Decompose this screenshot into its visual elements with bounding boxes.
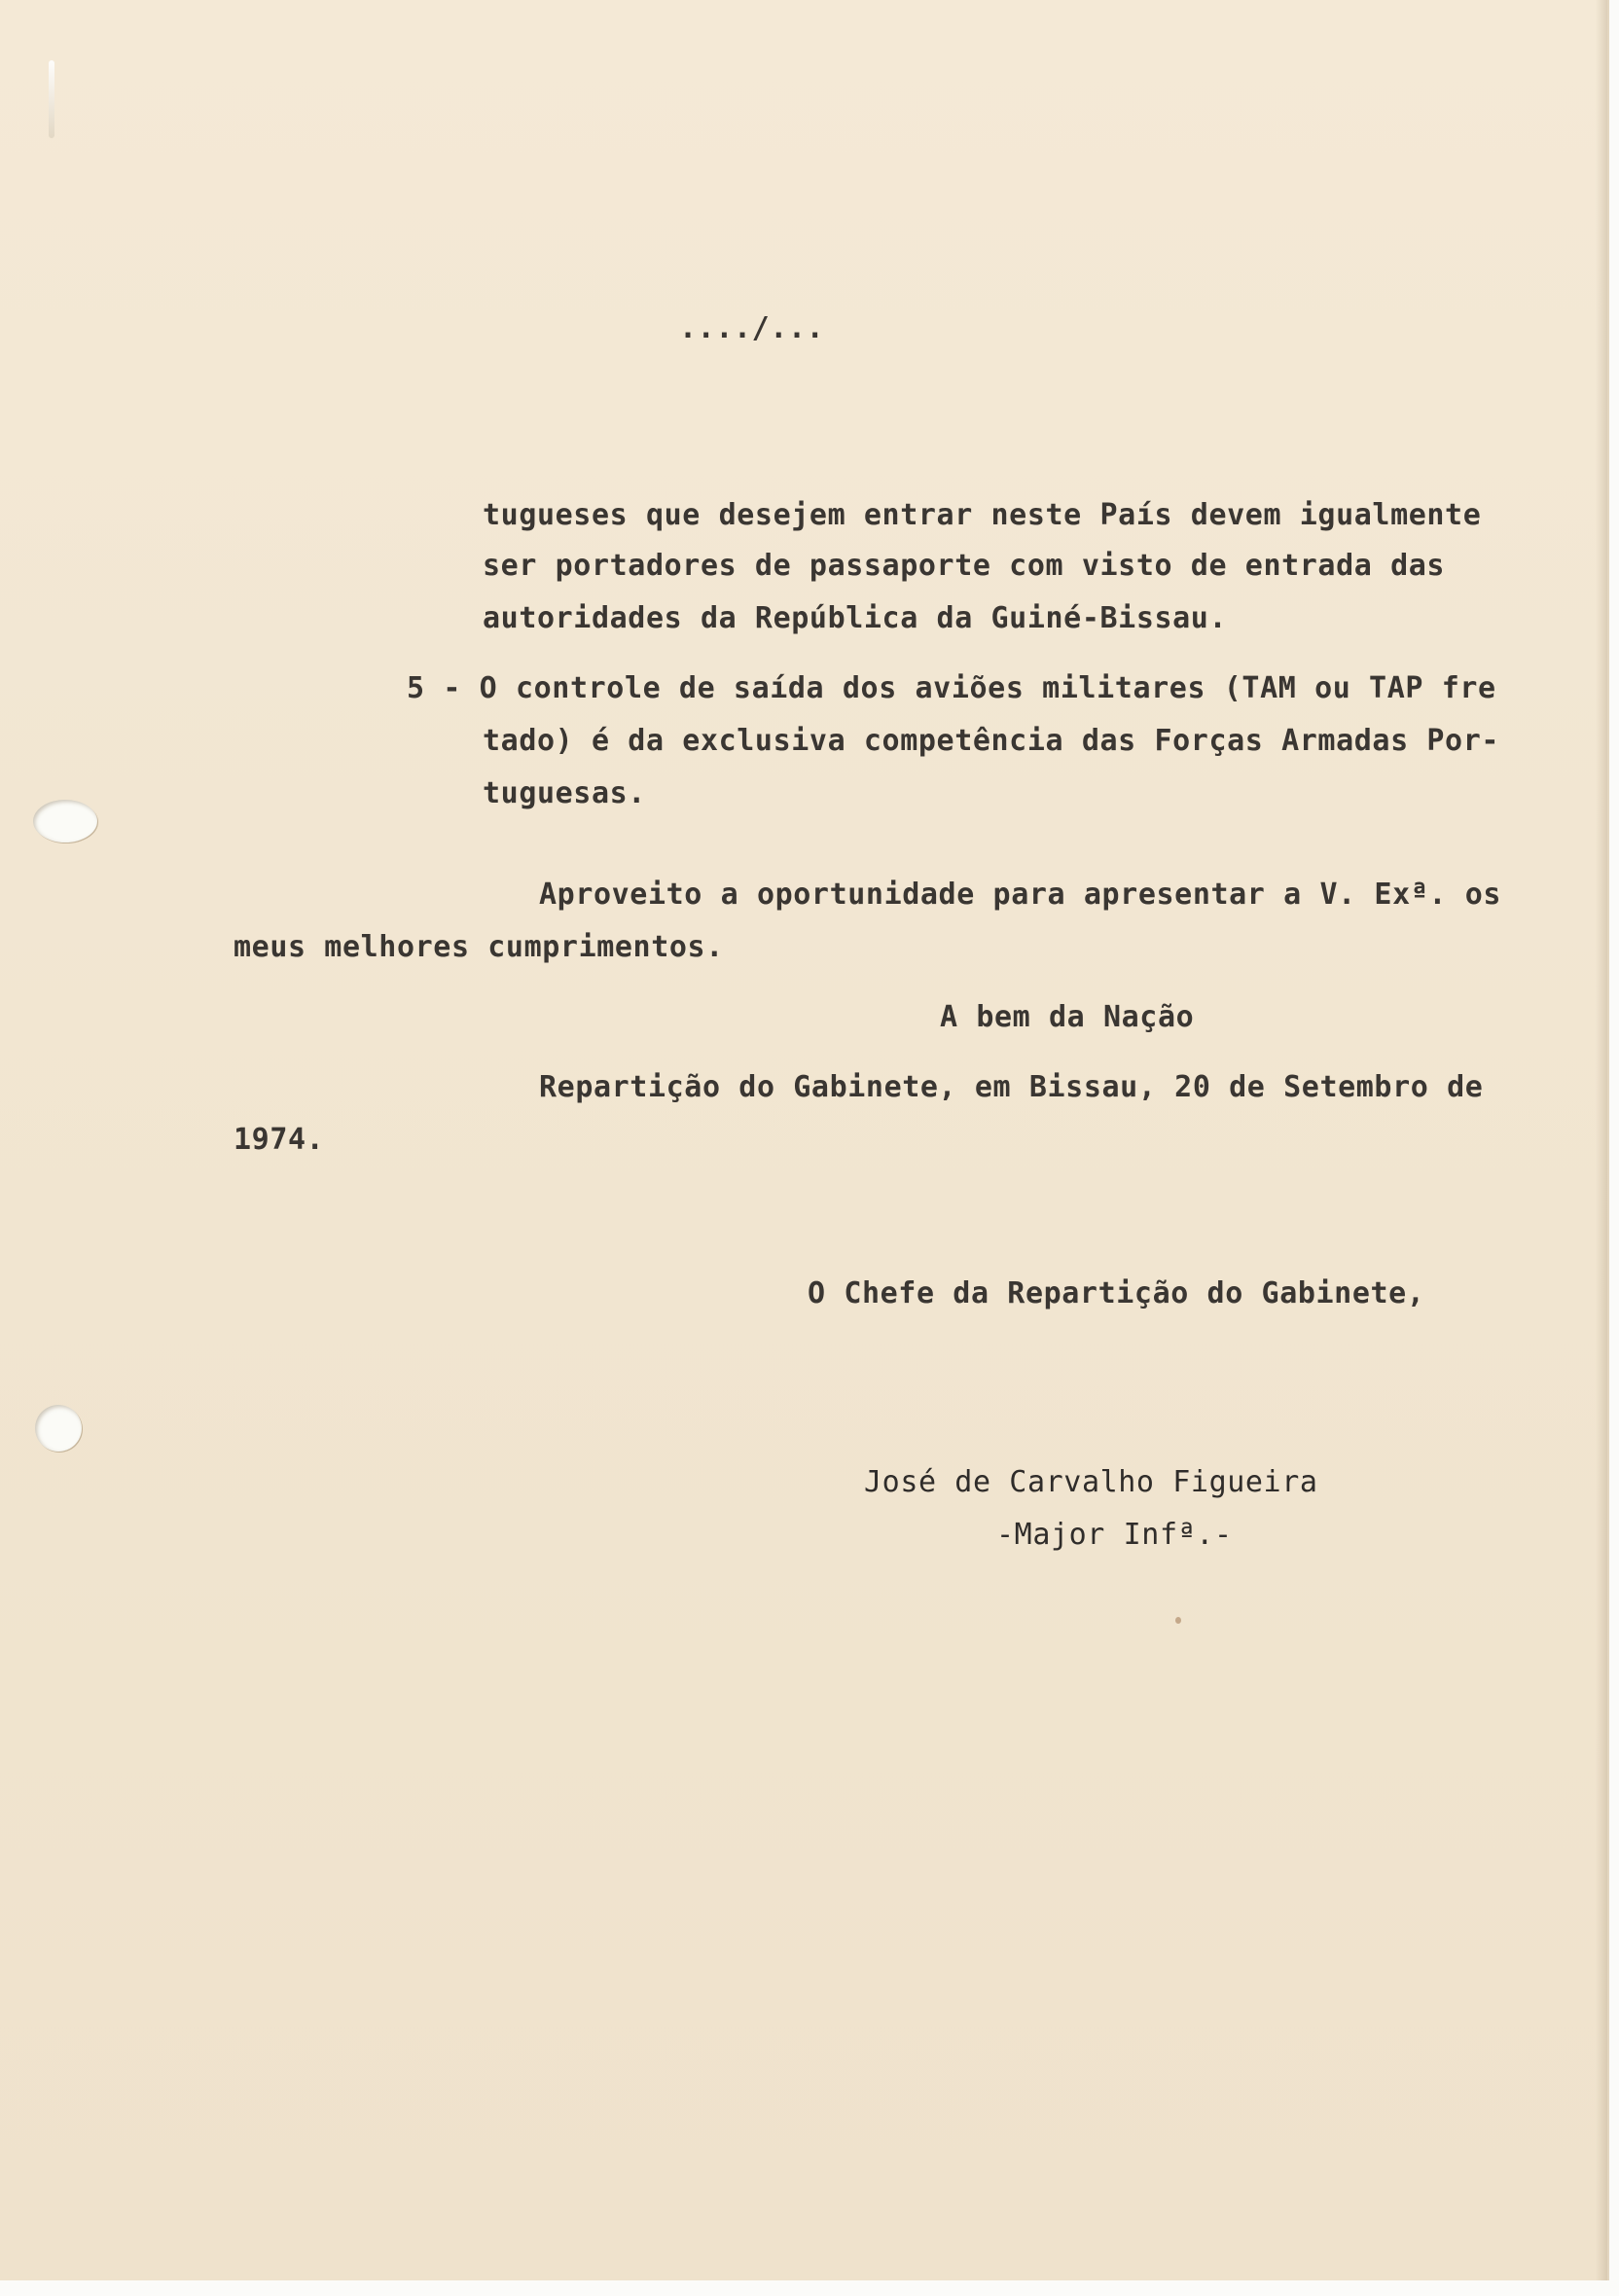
item5-line-1: 5 - O controle de saída dos aviões militares (TAM ou TAP fre [407,671,1496,705]
signatory-title: O Chefe da Repartição do Gabinete, [808,1276,1425,1310]
salutation: A bem da Nação [940,1000,1195,1034]
place-date-line-1: Repartição do Gabinete, em Bissau, 20 de Setembro de [539,1070,1484,1104]
continuation-mark: ..../... [679,311,825,345]
item4-line-3: autoridades da República da Guiné-Bissau. [483,601,1228,635]
paper-speck [1175,1617,1181,1624]
place-date-line-2: 1974. [234,1123,325,1157]
item4-line-1: tugueses que desejem entrar neste País devem igualmente [483,498,1482,532]
closing-line-2: meus melhores cumprimentos. [234,930,724,964]
item5-line-2: tado) é da exclusiva competência das Forças Armadas Por- [483,724,1500,758]
staple-mark [49,60,54,138]
item4-line-2: ser portadores de passaporte com visto de entrada das [483,549,1446,583]
punch-hole-top [33,800,97,843]
paper-edge-shadow [1596,0,1607,2280]
punch-hole-bottom [35,1405,82,1452]
closing-line-1: Aproveito a oportunidade para apresentar a V. Exª. os [539,878,1502,912]
signatory-rank: -Major Infª.- [996,1518,1233,1552]
signatory-name: José de Carvalho Figueira [864,1465,1318,1499]
item5-line-3: tuguesas. [483,776,646,810]
